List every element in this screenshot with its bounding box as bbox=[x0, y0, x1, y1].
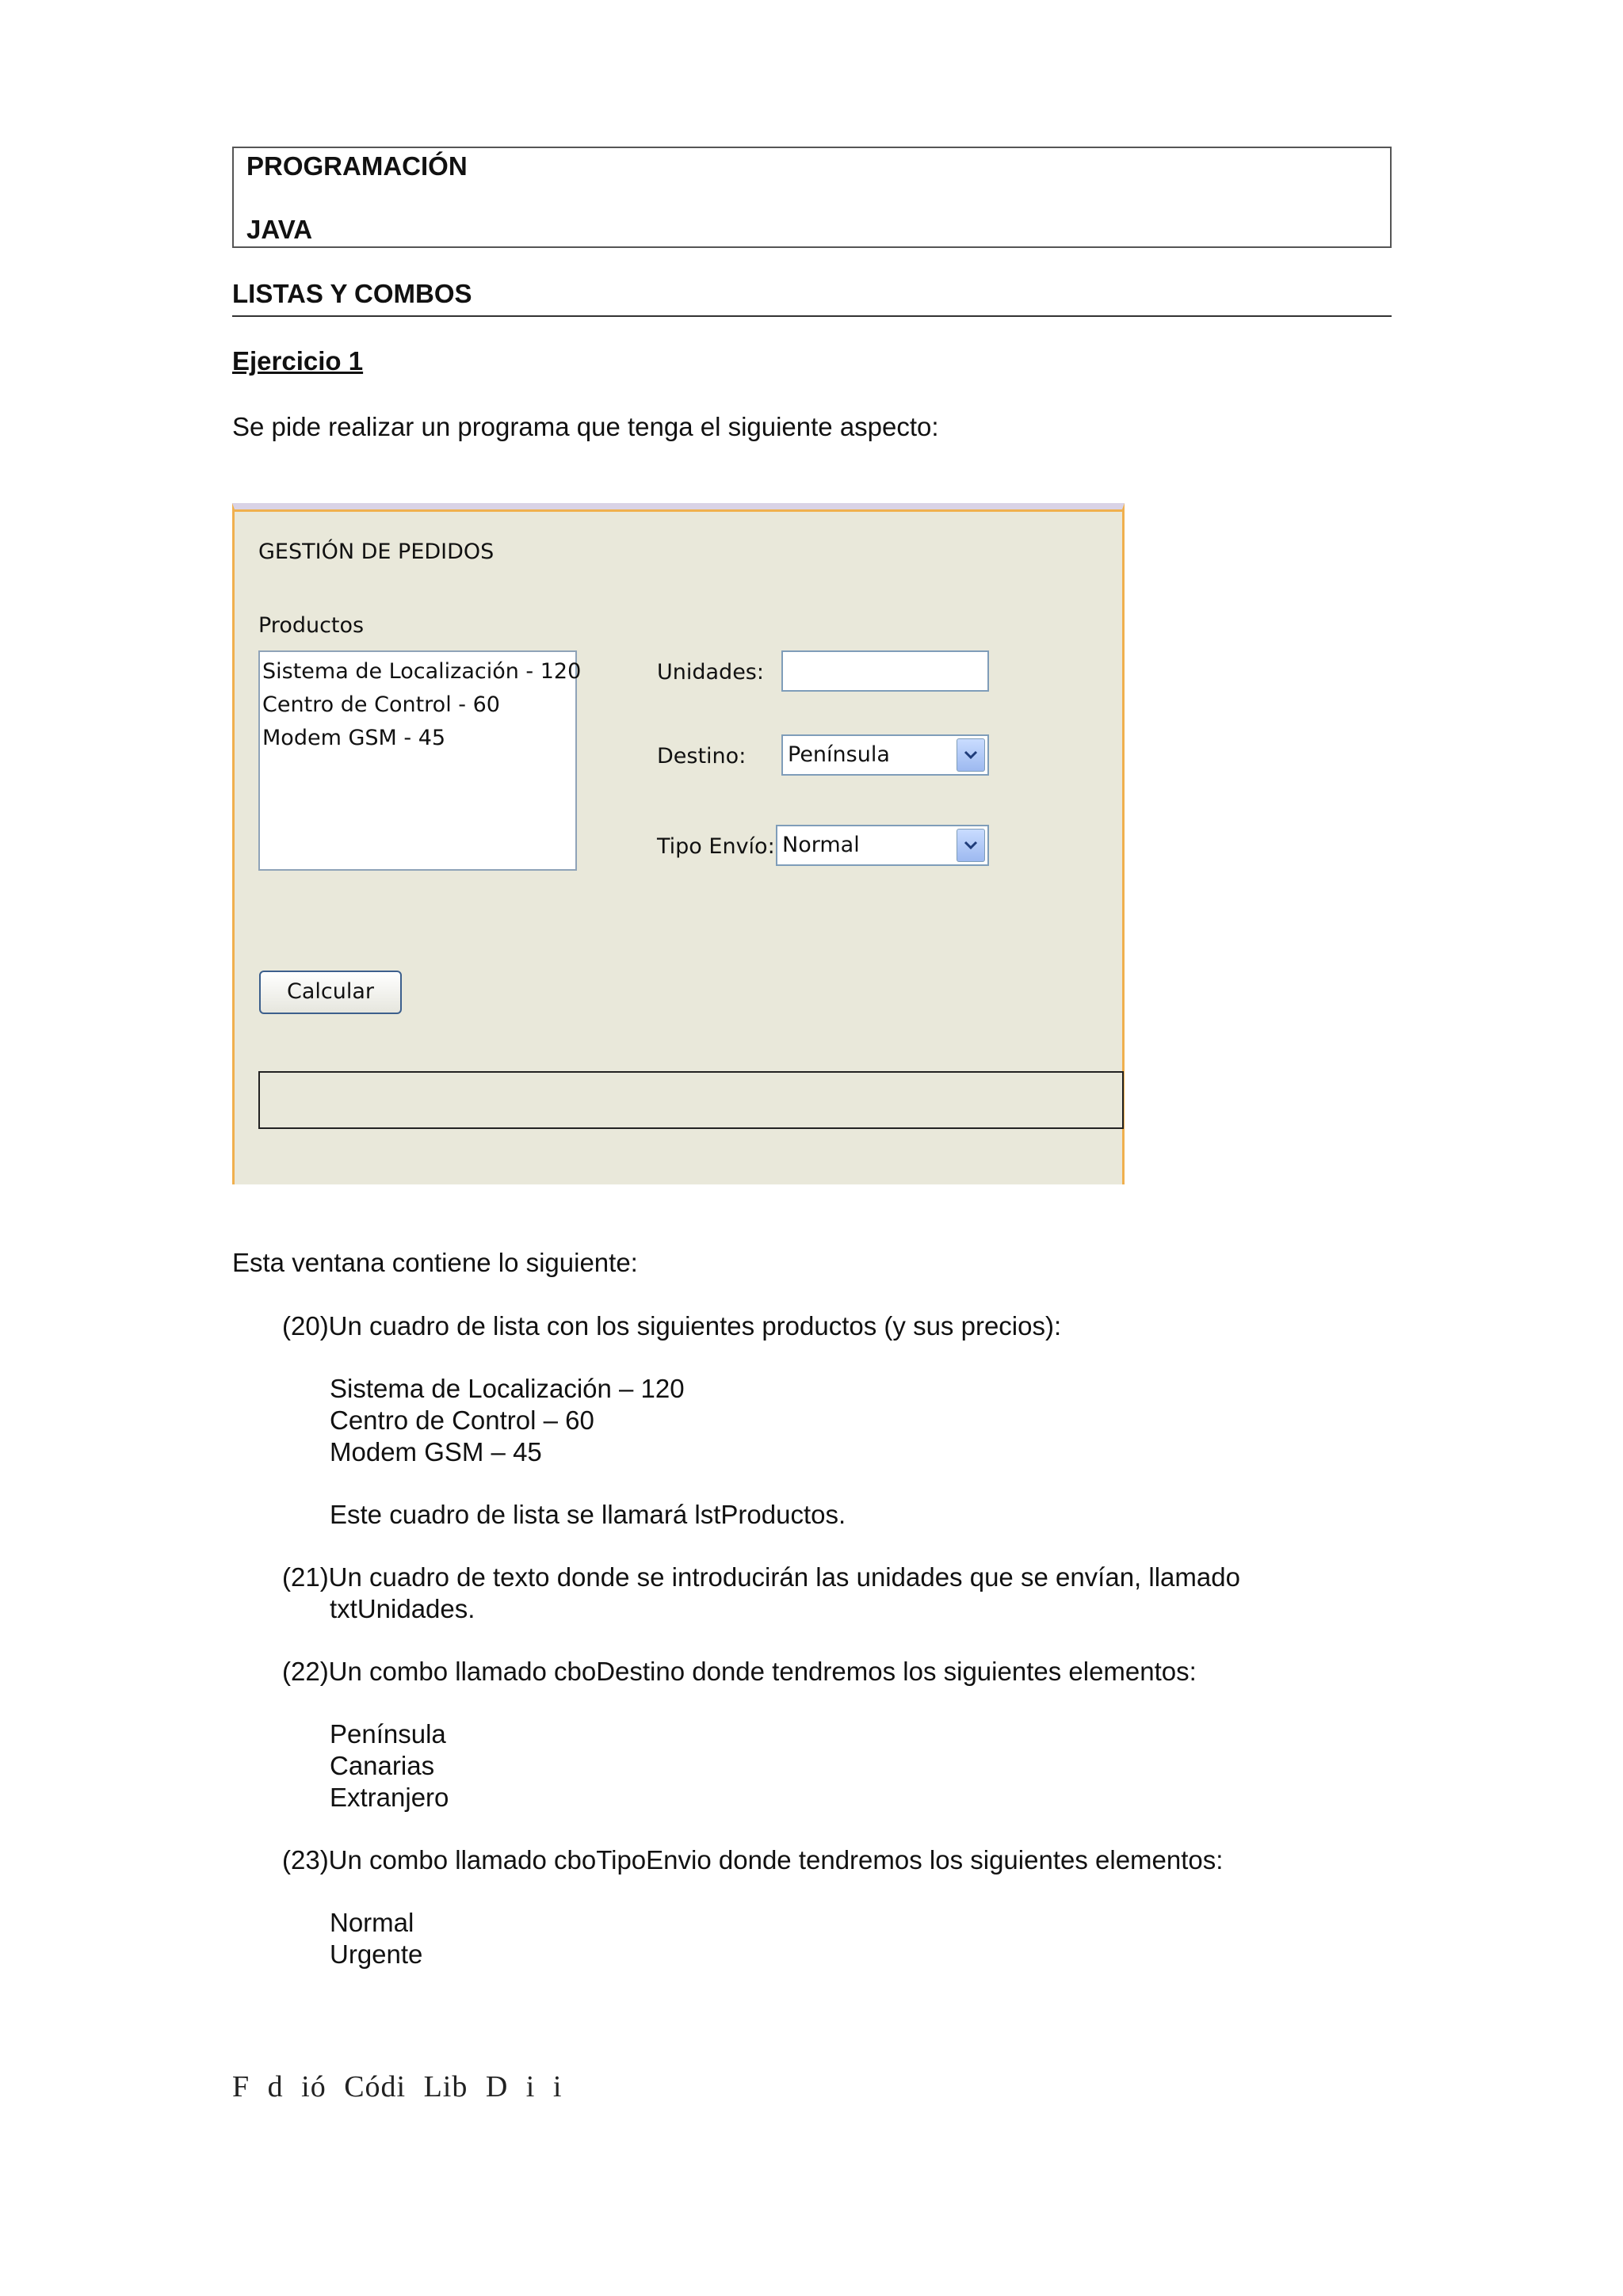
tipo-envio-label: Tipo Envío: bbox=[657, 834, 775, 859]
header-language: JAVA bbox=[246, 215, 313, 244]
item-21: (21)Un cuadro de texto donde se introducirán las unidades que se envían, llamado bbox=[282, 1562, 1240, 1592]
item-22: (22)Un combo llamado cboDestino donde tendremos los siguientes elementos: bbox=[282, 1657, 1197, 1686]
header-subject: PROGRAMACIÓN bbox=[246, 151, 468, 181]
list-item[interactable]: Centro de Control - 60 bbox=[262, 692, 500, 717]
destino-option: Extranjero bbox=[330, 1783, 449, 1812]
tipo-option: Urgente bbox=[330, 1939, 423, 1969]
tipo-option: Normal bbox=[330, 1908, 414, 1937]
list-name-note: Este cuadro de lista se llamará lstProductos. bbox=[330, 1500, 846, 1529]
product-line: Sistema de Localización – 120 bbox=[330, 1374, 685, 1403]
product-line: Centro de Control – 60 bbox=[330, 1405, 594, 1435]
list-item[interactable]: Modem GSM - 45 bbox=[262, 726, 446, 750]
tipo-envio-combo[interactable] bbox=[776, 825, 989, 866]
chevron-down-icon[interactable] bbox=[957, 738, 985, 772]
destino-option: Península bbox=[330, 1719, 446, 1749]
section-title: LISTAS Y COMBOS bbox=[232, 279, 1392, 317]
products-label: Productos bbox=[258, 613, 365, 638]
chevron-down-icon[interactable] bbox=[957, 829, 985, 862]
products-listbox[interactable] bbox=[258, 650, 582, 871]
destino-option: Canarias bbox=[330, 1751, 435, 1780]
calcular-button[interactable]: Calcular bbox=[259, 971, 402, 1014]
item-20: (20)Un cuadro de lista con los siguientes productos (y sus precios): bbox=[282, 1311, 1062, 1341]
window-top-border bbox=[235, 509, 1122, 512]
item-23: (23)Un combo llamado cboTipoEnvio donde tendremos los siguientes elementos: bbox=[282, 1845, 1224, 1875]
window-title: GESTIÓN DE PEDIDOS bbox=[258, 540, 495, 564]
header-box bbox=[232, 147, 1392, 248]
result-label bbox=[258, 1071, 1124, 1129]
destino-combo[interactable] bbox=[781, 734, 989, 776]
intro-paragraph: Se pide realizar un programa que tenga el siguiente aspecto: bbox=[232, 412, 939, 441]
exercise-title: Ejercicio 1 bbox=[232, 346, 364, 376]
units-input[interactable] bbox=[781, 650, 989, 692]
footer-text: F d ió Códi Lib D i i bbox=[232, 2070, 563, 2103]
list-item[interactable]: Sistema de Localización - 120 bbox=[262, 659, 582, 684]
product-line: Modem GSM – 45 bbox=[330, 1437, 542, 1466]
tipo-envio-selected-value: Normal bbox=[782, 833, 860, 857]
app-window-screenshot bbox=[232, 503, 1125, 1184]
item-21-continuation: txtUnidades. bbox=[330, 1594, 475, 1623]
destino-label: Destino: bbox=[657, 744, 747, 769]
contains-paragraph: Esta ventana contiene lo siguiente: bbox=[232, 1248, 638, 1277]
destino-selected-value: Península bbox=[788, 742, 890, 767]
units-label: Unidades: bbox=[657, 660, 764, 685]
